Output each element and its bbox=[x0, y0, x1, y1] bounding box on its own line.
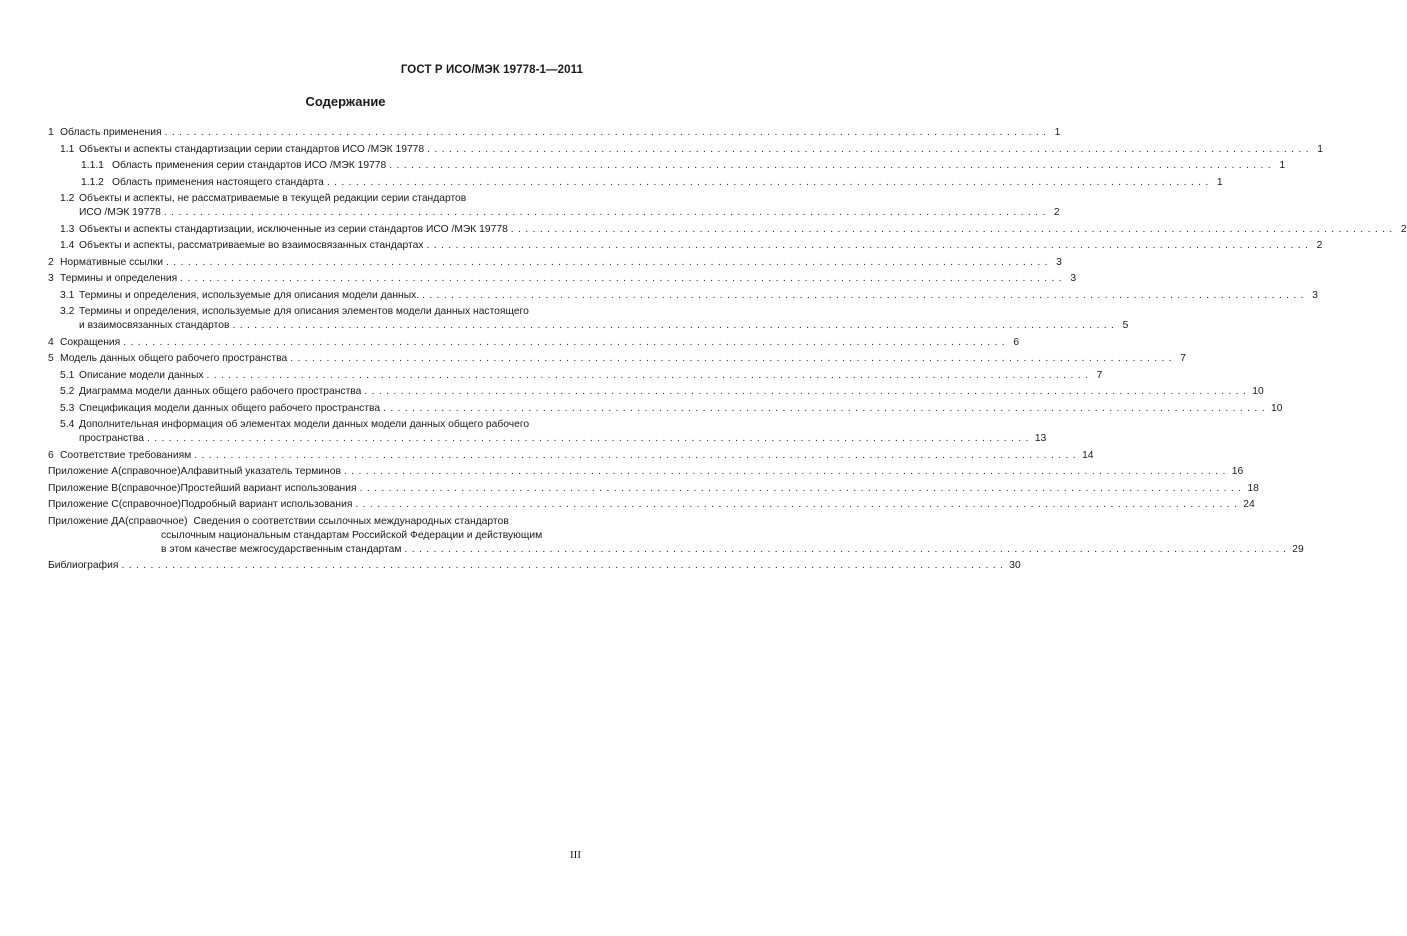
toc-entry-text: Объекты и аспекты, не рассматриваемые в текущей редакции серии стандартов bbox=[79, 193, 467, 204]
toc-entry-text: Область применения серии стандартов ИСО /МЭК 19778 bbox=[112, 160, 387, 171]
toc-bibliography-entry[interactable] bbox=[48, 559, 1021, 573]
appendix-title: Подробный вариант использования bbox=[181, 499, 353, 510]
toc-entry-page: 16 bbox=[1231, 466, 1244, 477]
toc-entry-page: 2 bbox=[1053, 207, 1060, 218]
dot-leader: .......................................................................................................................... bbox=[359, 482, 1246, 494]
toc-title: Содержание bbox=[305, 94, 386, 109]
toc-entry-page: 30 bbox=[1009, 560, 1021, 571]
dot-leader: .......................................................................................................................... bbox=[206, 369, 1093, 381]
toc-entry-text-continued: ИСО /МЭК 19778 bbox=[79, 207, 161, 218]
appendix-kind: (справочное) bbox=[118, 466, 181, 477]
dot-leader: .......................................................................................................................... bbox=[180, 273, 1067, 284]
toc-entry-number: 5.4 bbox=[60, 419, 75, 430]
dot-leader: .......................................................................................................................... bbox=[194, 449, 1081, 461]
toc-appendix-entry[interactable] bbox=[48, 465, 1244, 479]
appendix-kind: (справочное) bbox=[118, 482, 181, 494]
dot-leader: .......................................................................................................................... bbox=[232, 320, 1119, 331]
toc-entry-page: 5 bbox=[1122, 320, 1129, 331]
toc-entry-number: 1.1 bbox=[60, 143, 75, 155]
appendix-label: Приложение В bbox=[48, 482, 119, 494]
appendix-title-continued: ссылочным национальным стандартам Российской Федерации и действующим bbox=[161, 529, 543, 541]
toc-entry[interactable] bbox=[48, 305, 1129, 333]
dot-leader: .......................................................................................................................... bbox=[166, 256, 1052, 268]
toc-entry-text: Объекты и аспекты стандартизации, исключенные из серии стандартов ИСО /МЭК 19778 bbox=[79, 223, 508, 235]
toc-entry-page: 7 bbox=[1180, 353, 1187, 364]
toc-entry-number: 6 bbox=[48, 449, 54, 461]
table-of-contents bbox=[48, 126, 1407, 576]
toc-entry[interactable] bbox=[48, 239, 1323, 253]
toc-entry-text: Соответствие требованиям bbox=[60, 449, 192, 461]
toc-entry-number: 4 bbox=[48, 336, 54, 348]
toc-entry[interactable] bbox=[48, 192, 1060, 220]
toc-entry-text: Термины и определения bbox=[60, 273, 178, 284]
dot-leader: .......................................................................................................................... bbox=[343, 466, 1230, 477]
dot-leader: .......................................................................................................................... bbox=[163, 207, 1050, 218]
toc-entry-number: 1.1.1 bbox=[81, 160, 104, 171]
toc-entry[interactable] bbox=[48, 402, 1283, 416]
toc-entry[interactable] bbox=[48, 418, 1047, 446]
toc-entry-text: Сокращения bbox=[60, 336, 121, 348]
dot-leader: .......................................................................................................................... bbox=[426, 240, 1313, 251]
toc-entry-text: Объекты и аспекты, рассматриваемые во взаимосвязанных стандартах bbox=[79, 240, 424, 251]
dot-leader: .......................................................................................................................... bbox=[146, 433, 1033, 444]
toc-entry-page: 1 bbox=[1216, 176, 1223, 188]
toc-entry-number: 5.1 bbox=[60, 369, 75, 381]
toc-entry-number: 1 bbox=[48, 127, 54, 138]
toc-entry-page: 14 bbox=[1082, 449, 1094, 461]
toc-entry[interactable] bbox=[48, 223, 1407, 237]
appendix-title: Простейший вариант использования bbox=[180, 482, 357, 494]
dot-leader: .......................................................................................................................... bbox=[383, 402, 1269, 414]
document-code: ГОСТ Р ИСО/МЭК 19778-1—2011 bbox=[400, 64, 583, 76]
toc-entry-text: Термины и определения, используемые для описания модели данных. bbox=[79, 289, 420, 301]
toc-entry[interactable] bbox=[48, 176, 1223, 190]
toc-entry-page: 3 bbox=[1070, 273, 1077, 284]
toc-entry[interactable] bbox=[48, 385, 1264, 399]
page-number: III bbox=[570, 849, 581, 861]
toc-entry-page: 1 bbox=[1054, 127, 1061, 138]
dot-leader: .......................................................................................................................... bbox=[364, 386, 1251, 397]
toc-entry-page: 6 bbox=[1013, 336, 1020, 348]
toc-entry-number: 1.1.2 bbox=[81, 176, 104, 188]
appendix-kind: (справочное) bbox=[118, 499, 182, 510]
toc-entry-number: 3.2 bbox=[60, 306, 75, 317]
toc-entry-text: Описание модели данных bbox=[79, 369, 204, 381]
toc-entry-text: Термины и определения, используемые для описания элементов модели данных настоящего bbox=[79, 306, 529, 317]
toc-entry[interactable] bbox=[48, 449, 1094, 463]
toc-entry-text: Область применения настоящего стандарта bbox=[112, 176, 324, 188]
toc-entry[interactable] bbox=[48, 143, 1323, 157]
toc-entry[interactable] bbox=[48, 352, 1187, 366]
toc-entry[interactable] bbox=[48, 272, 1077, 286]
toc-entry-text: Область применения bbox=[60, 127, 162, 138]
toc-entry[interactable] bbox=[48, 159, 1286, 173]
dot-leader: .......................................................................................................................... bbox=[422, 289, 1308, 301]
toc-entry-number: 2 bbox=[48, 256, 54, 268]
toc-entry[interactable] bbox=[48, 336, 1020, 350]
toc-entry-text: Нормативные ссылки bbox=[60, 256, 164, 268]
toc-entry-page: 10 bbox=[1270, 402, 1283, 414]
toc-entry-page: 10 bbox=[1252, 386, 1264, 397]
toc-appendix-entry[interactable] bbox=[48, 498, 1255, 512]
toc-entry-page: 7 bbox=[1096, 369, 1103, 381]
toc-entry-number: 1.2 bbox=[60, 193, 75, 204]
appendix-title: Сведения о соответствии ссылочных международных стандартов bbox=[193, 515, 509, 527]
toc-entry-page: 2 bbox=[1316, 240, 1323, 251]
toc-entry-text: Дополнительная информация об элементах модели данных модели данных общего рабочего bbox=[79, 419, 530, 430]
dot-leader: .......................................................................................................................... bbox=[290, 353, 1177, 364]
dot-leader: .......................................................................................................................... bbox=[164, 127, 1051, 138]
toc-entry-number: 1.3 bbox=[60, 223, 75, 235]
toc-entry-page: 3 bbox=[1312, 289, 1318, 301]
toc-entry[interactable] bbox=[48, 369, 1103, 383]
toc-entry-page: 18 bbox=[1247, 482, 1259, 494]
toc-appendix-entry[interactable] bbox=[48, 515, 1304, 557]
dot-leader: .......................................................................................................................... bbox=[355, 499, 1242, 510]
appendix-label: Приложение С bbox=[48, 499, 119, 510]
appendix-title-continued: в этом качестве межгосударственным стандартам bbox=[161, 543, 402, 555]
appendix-label: Приложение ДА bbox=[48, 515, 126, 527]
toc-entry-text-continued: и взаимосвязанных стандартов bbox=[79, 320, 230, 331]
dot-leader: .......................................................................................................................... bbox=[326, 176, 1213, 188]
toc-entry[interactable] bbox=[48, 289, 1318, 303]
toc-entry-page: 1 bbox=[1279, 160, 1286, 171]
toc-appendix-entry[interactable] bbox=[48, 482, 1259, 496]
toc-entry-page: 24 bbox=[1243, 499, 1255, 510]
appendix-title: Алфавитный указатель терминов bbox=[180, 466, 341, 477]
toc-entry-text: Спецификация модели данных общего рабочего пространства bbox=[79, 402, 381, 414]
toc-entry-text: Объекты и аспекты стандартизации серии стандартов ИСО /МЭК 19778 bbox=[79, 143, 425, 155]
toc-entry-page: 2 bbox=[1400, 223, 1407, 235]
dot-leader: .......................................................................................................................... bbox=[510, 223, 1397, 235]
toc-entry-text: Модель данных общего рабочего пространства bbox=[60, 353, 288, 364]
dot-leader: .......................................................................................................................... bbox=[123, 336, 1010, 348]
bibliography-label: Библиография bbox=[48, 560, 119, 571]
toc-entry-number: 5.2 bbox=[60, 386, 75, 397]
toc-entry-page: 1 bbox=[1317, 143, 1323, 155]
toc-entry[interactable] bbox=[48, 256, 1062, 270]
toc-entry-page: 13 bbox=[1034, 433, 1047, 444]
toc-entry-number: 5 bbox=[48, 353, 54, 364]
toc-entry-text: Диаграмма модели данных общего рабочего пространства bbox=[79, 386, 362, 397]
dot-leader: .......................................................................................................................... bbox=[427, 143, 1313, 155]
toc-entry[interactable] bbox=[48, 126, 1061, 140]
appendix-label: Приложение А bbox=[48, 466, 119, 477]
toc-entry-number: 1.4 bbox=[60, 240, 75, 251]
toc-entry-number: 3.1 bbox=[60, 289, 75, 301]
toc-entry-page: 29 bbox=[1292, 543, 1304, 555]
toc-entry-number: 5.3 bbox=[60, 402, 75, 414]
toc-entry-page: 3 bbox=[1056, 256, 1062, 268]
dot-leader: .......................................................................................................................... bbox=[404, 543, 1291, 555]
toc-entry-text-continued: пространства bbox=[79, 433, 144, 444]
toc-entry-number: 3 bbox=[48, 273, 54, 284]
dot-leader: .......................................................................................................................... bbox=[389, 160, 1276, 171]
dot-leader: .......................................................................................................................... bbox=[121, 560, 1008, 571]
appendix-kind: (справочное) bbox=[125, 515, 188, 527]
